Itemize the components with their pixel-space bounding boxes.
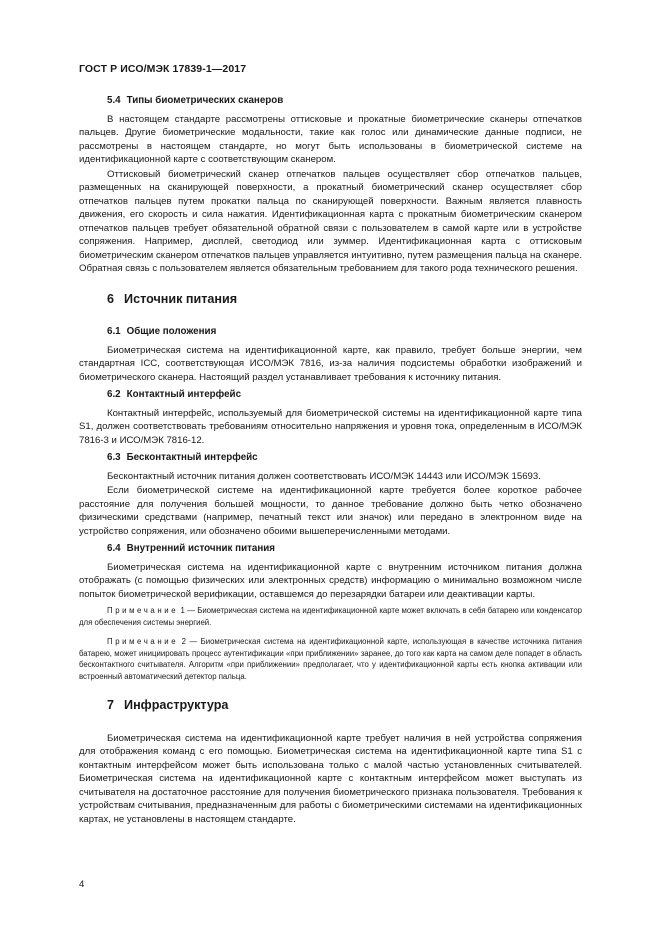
section-6-2-heading bbox=[79, 388, 582, 402]
paragraph: В настоящем стандарте рассмотрены оттисковые и прокатные биометрические сканеры отпечатков пальцев. Другие биометрические модальности, такие как голос или динамические данные подписи, не рассмотрены в настоящем стандарте, но могут быть использованы в биометрической системе на идентификационной карте с соответствующим сканером. bbox=[79, 113, 582, 165]
section-5-4-heading bbox=[79, 94, 582, 108]
paragraph: Бесконтактный источник питания должен соответствовать ИСО/МЭК 14443 или ИСО/МЭК 15693. bbox=[107, 470, 541, 482]
section-title: Инфраструктура bbox=[124, 698, 229, 712]
section-6-4-heading bbox=[79, 542, 582, 556]
paragraph: Биометрическая система на идентификационной карте, как правило, требует больше энергии, чем стандартная ICC, соответствующая ИСО/МЭК 7816, из-за наличия подсистемы обработки изображений и биометрического сканера. Настоящий раздел устанавливает требования к источнику питания. bbox=[79, 344, 582, 383]
section-6-1-heading bbox=[79, 325, 582, 339]
document-body bbox=[79, 90, 582, 827]
note-2 bbox=[79, 636, 582, 682]
section-number: 6.3 bbox=[107, 452, 121, 463]
paragraph: Биометрическая система на идентификационной карте требует наличия в ней устройства сопряжения для отображения команд с его помощью. Биометрическая система на идентификационной карте типа S1 с контактным интерфейсом может быть использована только с малой частью установленных считывателей. Биометрическая система на идентификационной карте с контактным интерфейсом может выступать из считывателя на достаточное расстояние для получения биометрического признака пользователя. Требования к устройствам считывания, предназначенным для работы с биометрическими системами на идентификационных картах, не установлены в настоящем стандарте. bbox=[79, 732, 582, 825]
section-title: Общие положения bbox=[126, 326, 217, 337]
paragraph: Контактный интерфейс, используемый для биометрической системы на идентификационной карте типа S1, должен соответствовать требованиям относительно напряжения и уровня тока, определенным в ИСО/МЭК 7816-3 и ИСО/МЭК 7816-12. bbox=[79, 407, 582, 446]
section-6-3-heading bbox=[79, 451, 582, 465]
paragraph: Биометрическая система на идентификационной карте с внутренним источником питания должна отображать (с помощью физических или электронных средств) информацию о минимально возможном числе попыток биометрической верификации, оставшемся до перезарядки батареи или деактивации карты. bbox=[79, 561, 582, 600]
section-7-heading bbox=[79, 699, 582, 713]
section-number: 6.2 bbox=[107, 389, 121, 400]
paragraph: Оттисковый биометрический сканер отпечатков пальцев осуществляет сбор отпечатков пальцев, размещенных на сканирующей поверхности, а прокатный биометрический сканер осуществляет сбор отпечатков пальцев путем прокатки пальца по сканирующей поверхности. Важным является плавность движения, его скорость и сила нажатия. Идентификационная карта с прокатным биометрическим сканером отпечатков пальцев требует обязательной обратной связи с пользователем в самой карте или в устройстве сопряжения. Например, дисплей, светодиод или зуммер. Идентификационная карта с оттисковым биометрическим сканером отпечатков пальцев управляется интуитивно, путем размещения пальца на сканере. Обратная связь с пользователем является обязательным требованием для такого рода технического решения. bbox=[79, 168, 582, 274]
section-title: Контактный интерфейс bbox=[126, 389, 242, 400]
note-1 bbox=[79, 605, 582, 628]
section-number: 6.1 bbox=[107, 326, 121, 337]
note-label: Примечание bbox=[107, 606, 179, 615]
section-number: 7 bbox=[107, 698, 115, 712]
section-title: Бесконтактный интерфейс bbox=[126, 452, 258, 463]
page-number: 4 bbox=[79, 879, 85, 890]
note-text: 1 — Биометрическая система на идентификационной карте может включать в себя батарею или конденсатор для обеспечения системы энергией. bbox=[79, 606, 582, 627]
paragraph: Если биометрической системе на идентификационной карте требуется более короткое рабочее расстояние для получения большей мощности, то данное требование должно быть четко обозначено физическими средствами (например, печатный текст или значок) или передано в электронном виде на устройство сопряжения, или обозначено обоими вышеперечисленными методами. bbox=[79, 485, 582, 537]
section-number: 6.4 bbox=[107, 543, 121, 554]
section-title: Типы биометрических сканеров bbox=[126, 95, 284, 106]
section-title: Источник питания bbox=[124, 291, 238, 306]
document-header: ГОСТ Р ИСО/МЭК 17839-1—2017 bbox=[79, 63, 247, 75]
section-number: 6 bbox=[107, 291, 115, 306]
section-number: 5.4 bbox=[107, 95, 121, 106]
section-title: Внутренний источник питания bbox=[126, 543, 275, 554]
note-label: Примечание bbox=[107, 637, 179, 646]
section-6-heading bbox=[79, 293, 582, 307]
note-text: 2 — Биометрическая система на идентификационной карте, использующая в качестве источника питания батарею, может инициировать процесс аутентификации «при приближении» заранее, до того как карта на самом деле попадет в область бесконтактного считывателя. Алгоритм «при приближении» предполагает, что у идентификационной карты есть кнопка активации или встроенный автоматический детектор пальца. bbox=[79, 637, 582, 681]
